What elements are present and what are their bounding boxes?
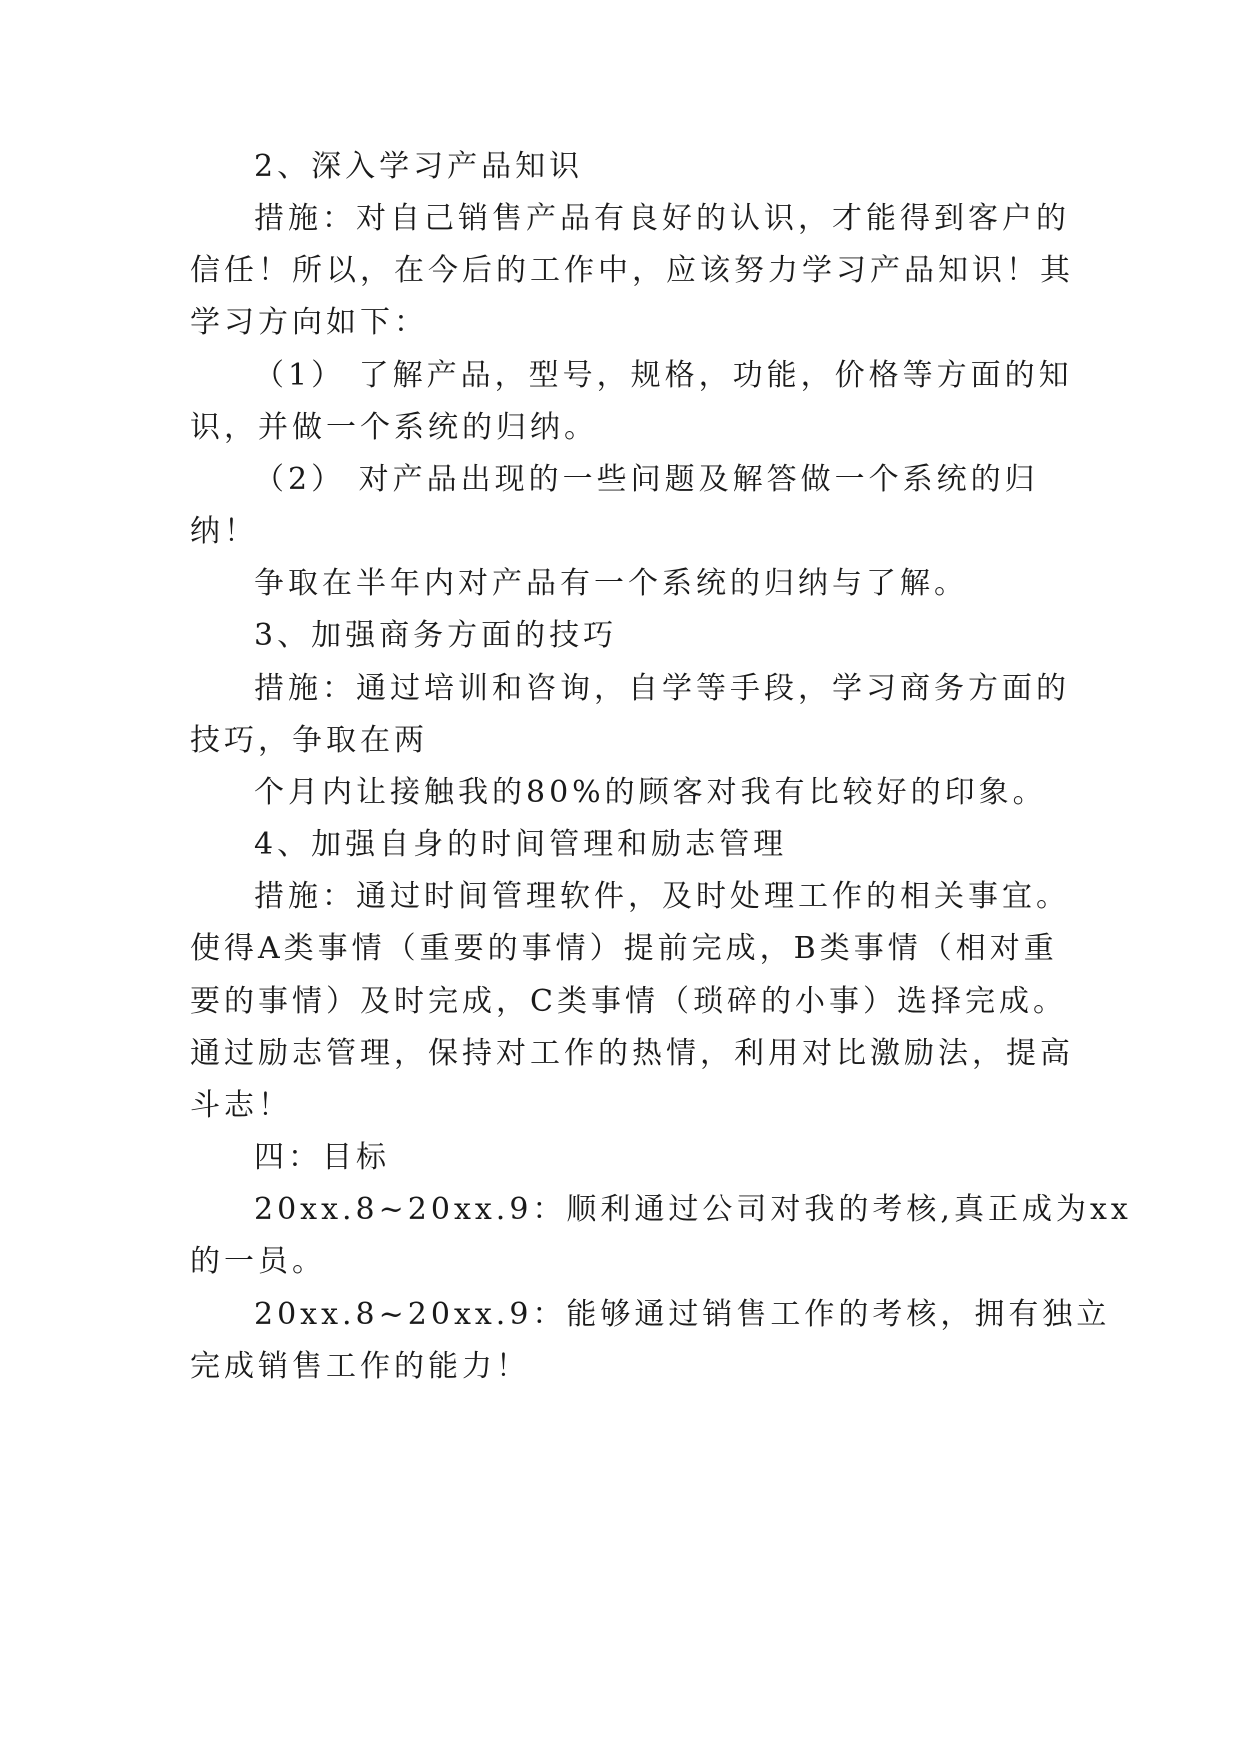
list-item-line: 纳！ [190,514,258,549]
goal-line: 完成销售工作的能力！ [190,1349,530,1384]
paragraph-line: 措施：对自己销售产品有良好的认识，才能得到客户的 [254,201,1070,236]
paragraph-line: 使得A类事情（重要的事情）提前完成，B类事情（相对重 [190,931,1058,966]
paragraph-line: 措施：通过培训和咨询，自学等手段，学习商务方面的 [254,671,1070,706]
heading-2: 2、深入学习产品知识 [254,149,584,184]
paragraph-line: 个月内让接触我的80%的顾客对我有比较好的印象。 [254,775,1047,810]
paragraph-line: 技巧，争取在两 [190,723,428,758]
list-item-line: （1） 了解产品，型号，规格，功能，价格等方面的知 [254,358,1073,393]
paragraph-line: 通过励志管理，保持对工作的热情，利用对比激励法，提高 [190,1036,1074,1071]
paragraph-line: 争取在半年内对产品有一个系统的归纳与了解。 [254,566,968,601]
list-item-line: 识，并做一个系统的归纳。 [190,410,598,445]
goal-line: 的一员。 [190,1244,326,1279]
goal-line: 20xx.8~20xx.9：顺利通过公司对我的考核,真正成为xx [254,1192,1132,1227]
paragraph-line: 信任！所以，在今后的工作中，应该努力学习产品知识！其 [190,253,1074,288]
paragraph-line: 措施：通过时间管理软件，及时处理工作的相关事宜。 [254,879,1070,914]
goal-line: 20xx.8~20xx.9：能够通过销售工作的考核，拥有独立 [254,1297,1111,1332]
heading-3: 3、加强商务方面的技巧 [254,618,618,653]
paragraph-line: 斗志！ [190,1088,292,1123]
paragraph-line: 学习方向如下： [190,305,428,340]
list-item-line: （2） 对产品出现的一些问题及解答做一个系统的归 [254,462,1039,497]
heading-4: 4、加强自身的时间管理和励志管理 [254,827,788,862]
paragraph-line: 要的事情）及时完成，C类事情（琐碎的小事）选择完成。 [190,984,1067,1019]
section-heading: 四：目标 [254,1140,390,1175]
